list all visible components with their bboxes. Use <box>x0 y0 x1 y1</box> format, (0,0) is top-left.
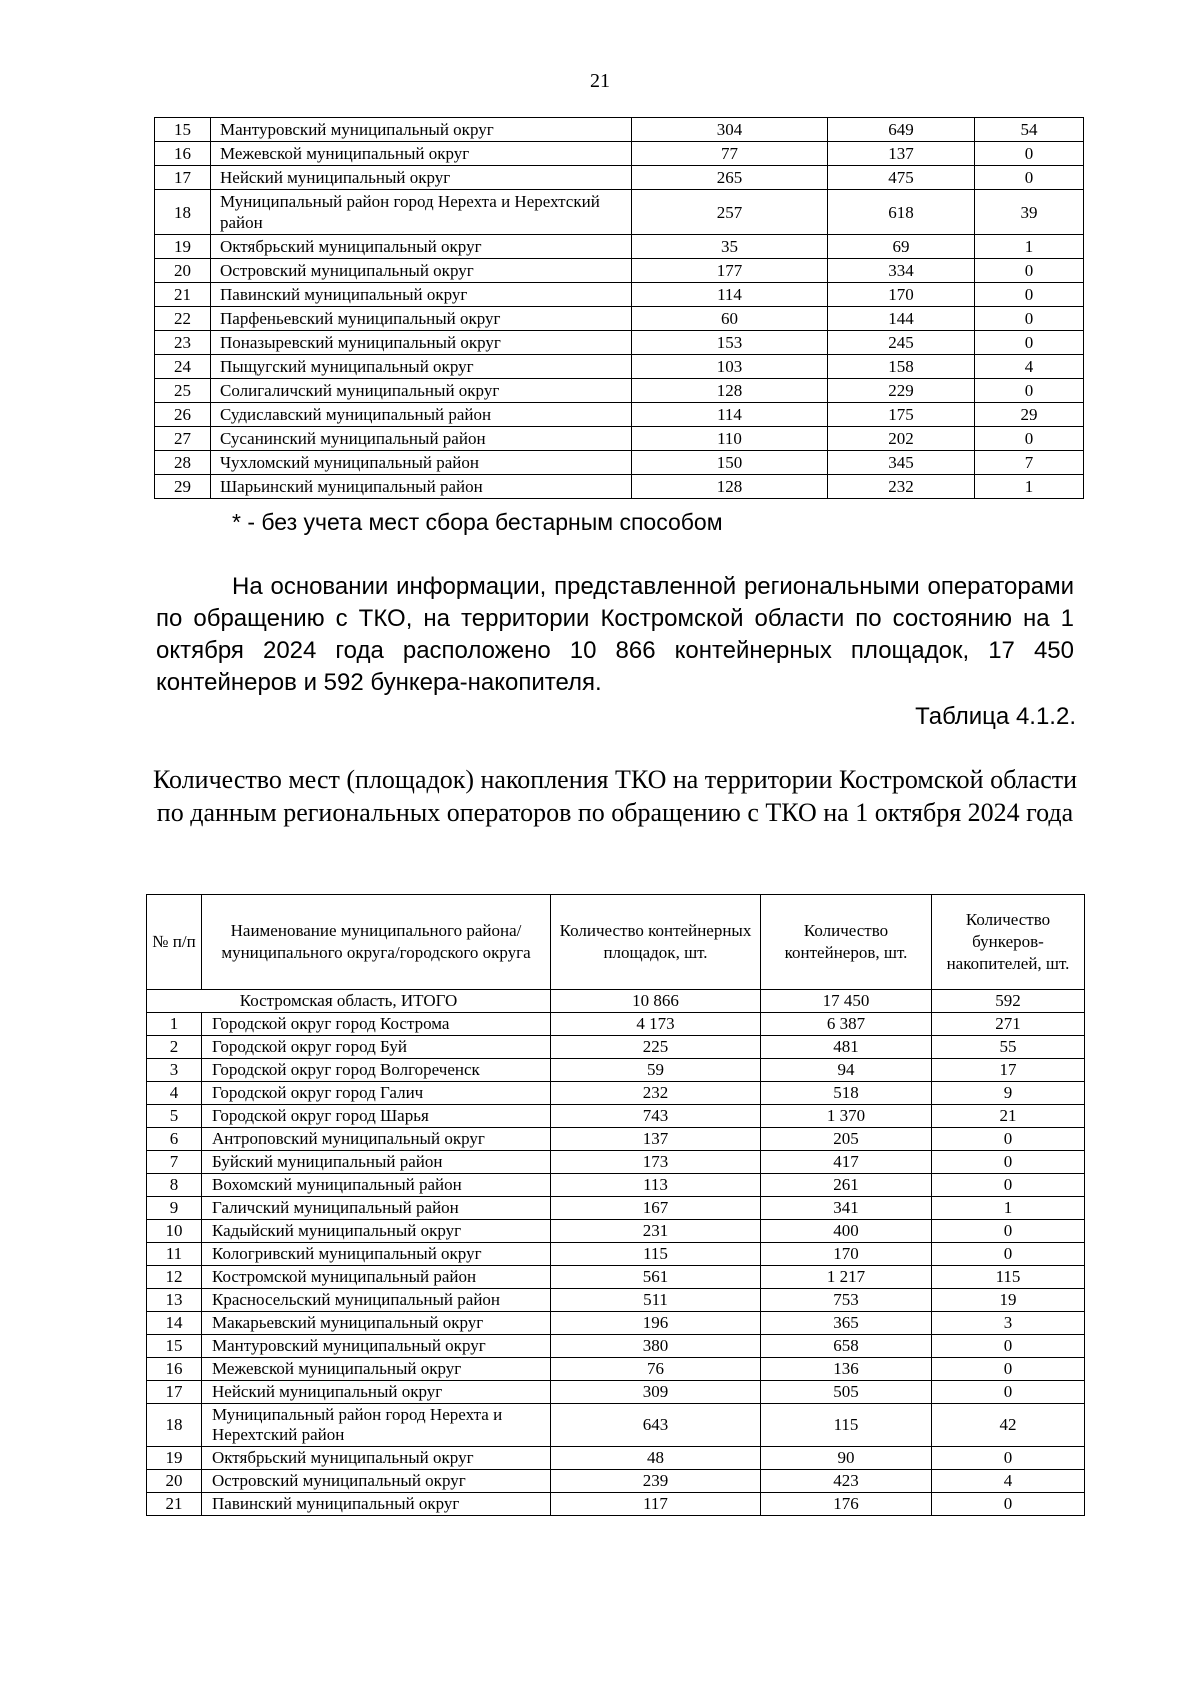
table-row <box>147 1470 1085 1493</box>
total-row <box>147 990 1085 1013</box>
row-bunkers: 9 <box>932 1082 1085 1105</box>
row-sites: 76 <box>551 1358 761 1381</box>
table-row <box>155 259 1084 283</box>
header-sites: Количество контейнерных площадок, шт. <box>551 895 761 990</box>
row-name: Судиславский муниципальный район <box>211 403 632 427</box>
row-number: 21 <box>155 283 211 307</box>
table-continuation <box>154 117 1084 499</box>
table-row <box>155 235 1084 259</box>
row-bunkers: 0 <box>975 142 1084 166</box>
row-containers: 232 <box>828 475 975 499</box>
row-name: Городской округ город Шарья <box>202 1105 551 1128</box>
table-row <box>147 1220 1085 1243</box>
table-row <box>155 118 1084 142</box>
total-bunkers: 592 <box>932 990 1085 1013</box>
table-row <box>155 403 1084 427</box>
row-bunkers: 21 <box>932 1105 1085 1128</box>
row-number: 15 <box>147 1335 202 1358</box>
table-header-row <box>147 895 1085 990</box>
row-name: Вохомский муниципальный район <box>202 1174 551 1197</box>
row-containers: 229 <box>828 379 975 403</box>
row-bunkers: 0 <box>975 427 1084 451</box>
row-containers: 245 <box>828 331 975 355</box>
row-bunkers: 1 <box>975 475 1084 499</box>
row-containers: 423 <box>761 1470 932 1493</box>
header-bunkers: Количество бункеров-накопителей, шт. <box>932 895 1085 990</box>
row-number: 10 <box>147 1220 202 1243</box>
row-name: Городской округ город Волгореченск <box>202 1059 551 1082</box>
row-containers: 6 387 <box>761 1013 932 1036</box>
row-containers: 136 <box>761 1358 932 1381</box>
row-bunkers: 1 <box>932 1197 1085 1220</box>
row-name: Октябрьский муниципальный округ <box>211 235 632 259</box>
row-bunkers: 0 <box>932 1335 1085 1358</box>
table-row <box>147 1289 1085 1312</box>
table-row <box>147 1381 1085 1404</box>
table-row <box>147 1013 1085 1036</box>
row-sites: 196 <box>551 1312 761 1335</box>
table-row <box>147 1358 1085 1381</box>
row-bunkers: 17 <box>932 1059 1085 1082</box>
row-sites: 114 <box>632 283 828 307</box>
row-bunkers: 0 <box>975 166 1084 190</box>
row-number: 24 <box>155 355 211 379</box>
row-bunkers: 42 <box>932 1404 1085 1447</box>
row-name: Муниципальный район город Нерехта и Нерехтский район <box>211 190 632 235</box>
row-containers: 175 <box>828 403 975 427</box>
row-bunkers: 0 <box>932 1174 1085 1197</box>
row-name: Павинский муниципальный округ <box>202 1493 551 1516</box>
row-number: 13 <box>147 1289 202 1312</box>
row-bunkers: 0 <box>975 259 1084 283</box>
row-name: Кологривский муниципальный округ <box>202 1243 551 1266</box>
row-sites: 35 <box>632 235 828 259</box>
row-bunkers: 0 <box>975 379 1084 403</box>
row-containers: 115 <box>761 1404 932 1447</box>
row-sites: 48 <box>551 1447 761 1470</box>
row-name: Парфеньевский муниципальный округ <box>211 307 632 331</box>
table-row <box>147 1335 1085 1358</box>
table-row <box>147 1197 1085 1220</box>
row-bunkers: 0 <box>932 1243 1085 1266</box>
table-row <box>147 1105 1085 1128</box>
row-sites: 304 <box>632 118 828 142</box>
row-sites: 265 <box>632 166 828 190</box>
table-row <box>155 475 1084 499</box>
row-containers: 202 <box>828 427 975 451</box>
row-containers: 69 <box>828 235 975 259</box>
table-row <box>147 1447 1085 1470</box>
row-containers: 158 <box>828 355 975 379</box>
total-sites: 10 866 <box>551 990 761 1013</box>
row-bunkers: 0 <box>932 1381 1085 1404</box>
row-number: 28 <box>155 451 211 475</box>
table-row <box>155 307 1084 331</box>
row-sites: 103 <box>632 355 828 379</box>
row-bunkers: 55 <box>932 1036 1085 1059</box>
row-sites: 231 <box>551 1220 761 1243</box>
row-containers: 400 <box>761 1220 932 1243</box>
row-number: 11 <box>147 1243 202 1266</box>
body-paragraph: На основании информации, представленной региональными операторами по обращению с ТКО, на территории Костромской области по состоянию на 1 октября 2024 года расположено 10 866 контейнерных площадок, 17 450 контейнеров и 592 бункера-накопителя. <box>156 573 1074 696</box>
row-number: 4 <box>147 1082 202 1105</box>
row-bunkers: 0 <box>932 1220 1085 1243</box>
row-name: Костромской муниципальный район <box>202 1266 551 1289</box>
row-number: 20 <box>155 259 211 283</box>
row-sites: 173 <box>551 1151 761 1174</box>
header-containers: Количество контейнеров, шт. <box>761 895 932 990</box>
row-number: 16 <box>147 1358 202 1381</box>
row-sites: 177 <box>632 259 828 283</box>
row-containers: 170 <box>828 283 975 307</box>
row-sites: 167 <box>551 1197 761 1220</box>
row-name: Городской округ город Галич <box>202 1082 551 1105</box>
table-row <box>155 283 1084 307</box>
footnote: * - без учета мест сбора бестарным способом <box>232 509 723 535</box>
table-row <box>147 1082 1085 1105</box>
row-name: Межевской муниципальный округ <box>211 142 632 166</box>
row-name: Муниципальный район город Нерехта и Нерехтский район <box>202 1404 551 1447</box>
row-name: Солигаличский муниципальный округ <box>211 379 632 403</box>
row-containers: 753 <box>761 1289 932 1312</box>
row-bunkers: 29 <box>975 403 1084 427</box>
row-number: 27 <box>155 427 211 451</box>
row-number: 17 <box>155 166 211 190</box>
row-bunkers: 0 <box>975 283 1084 307</box>
row-number: 19 <box>155 235 211 259</box>
row-bunkers: 271 <box>932 1013 1085 1036</box>
containers-table <box>146 894 1085 1516</box>
row-name: Нейский муниципальный округ <box>211 166 632 190</box>
row-number: 22 <box>155 307 211 331</box>
row-name: Поназыревский муниципальный округ <box>211 331 632 355</box>
table-row <box>147 1493 1085 1516</box>
row-number: 14 <box>147 1312 202 1335</box>
row-sites: 257 <box>632 190 828 235</box>
row-sites: 380 <box>551 1335 761 1358</box>
table-row <box>155 331 1084 355</box>
row-bunkers: 3 <box>932 1312 1085 1335</box>
row-name: Островский муниципальный округ <box>202 1470 551 1493</box>
table-row <box>155 190 1084 235</box>
row-containers: 144 <box>828 307 975 331</box>
table-number: Таблица 4.1.2. <box>915 703 1076 730</box>
table-continuation-body <box>155 118 1084 499</box>
row-number: 1 <box>147 1013 202 1036</box>
row-sites: 137 <box>551 1128 761 1151</box>
row-containers: 94 <box>761 1059 932 1082</box>
row-number: 25 <box>155 379 211 403</box>
row-containers: 1 217 <box>761 1266 932 1289</box>
row-sites: 128 <box>632 379 828 403</box>
row-containers: 475 <box>828 166 975 190</box>
row-sites: 225 <box>551 1036 761 1059</box>
row-containers: 417 <box>761 1151 932 1174</box>
row-sites: 239 <box>551 1470 761 1493</box>
row-name: Антроповский муниципальный округ <box>202 1128 551 1151</box>
table-row <box>155 166 1084 190</box>
row-sites: 59 <box>551 1059 761 1082</box>
row-bunkers: 19 <box>932 1289 1085 1312</box>
row-number: 16 <box>155 142 211 166</box>
table-row <box>147 1128 1085 1151</box>
row-name: Городской округ город Кострома <box>202 1013 551 1036</box>
row-number: 8 <box>147 1174 202 1197</box>
row-bunkers: 4 <box>975 355 1084 379</box>
row-containers: 341 <box>761 1197 932 1220</box>
row-number: 6 <box>147 1128 202 1151</box>
row-containers: 481 <box>761 1036 932 1059</box>
containers-table-body <box>147 990 1085 1516</box>
row-sites: 4 173 <box>551 1013 761 1036</box>
row-name: Пыщугский муниципальный округ <box>211 355 632 379</box>
row-number: 3 <box>147 1059 202 1082</box>
table-row <box>147 1266 1085 1289</box>
row-name: Городской округ город Буй <box>202 1036 551 1059</box>
row-number: 18 <box>155 190 211 235</box>
row-number: 12 <box>147 1266 202 1289</box>
row-containers: 649 <box>828 118 975 142</box>
row-bunkers: 0 <box>975 307 1084 331</box>
row-number: 19 <box>147 1447 202 1470</box>
row-containers: 261 <box>761 1174 932 1197</box>
table-row <box>147 1312 1085 1335</box>
row-containers: 518 <box>761 1082 932 1105</box>
row-containers: 205 <box>761 1128 932 1151</box>
row-sites: 60 <box>632 307 828 331</box>
row-bunkers: 0 <box>932 1151 1085 1174</box>
row-sites: 115 <box>551 1243 761 1266</box>
row-bunkers: 0 <box>975 331 1084 355</box>
row-bunkers: 54 <box>975 118 1084 142</box>
row-sites: 309 <box>551 1381 761 1404</box>
row-containers: 658 <box>761 1335 932 1358</box>
total-containers: 17 450 <box>761 990 932 1013</box>
row-name: Чухломский муниципальный район <box>211 451 632 475</box>
row-number: 15 <box>155 118 211 142</box>
row-sites: 561 <box>551 1266 761 1289</box>
total-label: Костромская область, ИТОГО <box>147 990 551 1013</box>
row-name: Макарьевский муниципальный округ <box>202 1312 551 1335</box>
row-sites: 77 <box>632 142 828 166</box>
row-name: Мантуровский муниципальный округ <box>202 1335 551 1358</box>
table-row <box>147 1404 1085 1447</box>
row-number: 9 <box>147 1197 202 1220</box>
row-bunkers: 4 <box>932 1470 1085 1493</box>
table-row <box>147 1243 1085 1266</box>
row-name: Межевской муниципальный округ <box>202 1358 551 1381</box>
row-containers: 618 <box>828 190 975 235</box>
row-sites: 150 <box>632 451 828 475</box>
header-name: Наименование муниципального района/муниципального округа/городского округа <box>202 895 551 990</box>
row-name: Островский муниципальный округ <box>211 259 632 283</box>
row-name: Мантуровский муниципальный округ <box>211 118 632 142</box>
row-sites: 110 <box>632 427 828 451</box>
row-name: Галичский муниципальный район <box>202 1197 551 1220</box>
row-number: 7 <box>147 1151 202 1174</box>
row-containers: 90 <box>761 1447 932 1470</box>
table-row <box>155 355 1084 379</box>
row-name: Октябрьский муниципальный округ <box>202 1447 551 1470</box>
table-row <box>147 1174 1085 1197</box>
row-number: 21 <box>147 1493 202 1516</box>
table-row <box>147 1151 1085 1174</box>
table-title: Количество мест (площадок) накопления ТКО на территории Костромской области по данным региональных операторов по обращению с ТКО на 1 октября 2024 года <box>152 765 1078 827</box>
row-bunkers: 0 <box>932 1493 1085 1516</box>
row-bunkers: 0 <box>932 1358 1085 1381</box>
table-row <box>155 379 1084 403</box>
row-containers: 1 370 <box>761 1105 932 1128</box>
row-sites: 114 <box>632 403 828 427</box>
row-containers: 345 <box>828 451 975 475</box>
row-number: 20 <box>147 1470 202 1493</box>
row-containers: 334 <box>828 259 975 283</box>
row-containers: 137 <box>828 142 975 166</box>
page-number: 21 <box>590 70 610 92</box>
row-name: Шарьинский муниципальный район <box>211 475 632 499</box>
row-name: Кадыйский муниципальный округ <box>202 1220 551 1243</box>
row-sites: 743 <box>551 1105 761 1128</box>
row-containers: 365 <box>761 1312 932 1335</box>
row-bunkers: 7 <box>975 451 1084 475</box>
row-bunkers: 39 <box>975 190 1084 235</box>
row-number: 5 <box>147 1105 202 1128</box>
row-containers: 176 <box>761 1493 932 1516</box>
row-number: 23 <box>155 331 211 355</box>
row-number: 26 <box>155 403 211 427</box>
table-row <box>155 142 1084 166</box>
row-bunkers: 115 <box>932 1266 1085 1289</box>
row-containers: 170 <box>761 1243 932 1266</box>
row-name: Буйский муниципальный район <box>202 1151 551 1174</box>
row-number: 2 <box>147 1036 202 1059</box>
table-row <box>147 1036 1085 1059</box>
row-name: Павинский муниципальный округ <box>211 283 632 307</box>
row-sites: 128 <box>632 475 828 499</box>
row-sites: 232 <box>551 1082 761 1105</box>
row-sites: 643 <box>551 1404 761 1447</box>
row-name: Сусанинский муниципальный район <box>211 427 632 451</box>
row-sites: 113 <box>551 1174 761 1197</box>
header-number: № п/п <box>147 895 202 990</box>
row-number: 29 <box>155 475 211 499</box>
table-row <box>147 1059 1085 1082</box>
table-row <box>155 427 1084 451</box>
row-name: Нейский муниципальный округ <box>202 1381 551 1404</box>
row-containers: 505 <box>761 1381 932 1404</box>
table-row <box>155 451 1084 475</box>
row-number: 17 <box>147 1381 202 1404</box>
row-sites: 117 <box>551 1493 761 1516</box>
row-bunkers: 0 <box>932 1128 1085 1151</box>
row-name: Красносельский муниципальный район <box>202 1289 551 1312</box>
row-sites: 511 <box>551 1289 761 1312</box>
row-bunkers: 0 <box>932 1447 1085 1470</box>
row-sites: 153 <box>632 331 828 355</box>
row-number: 18 <box>147 1404 202 1447</box>
row-bunkers: 1 <box>975 235 1084 259</box>
